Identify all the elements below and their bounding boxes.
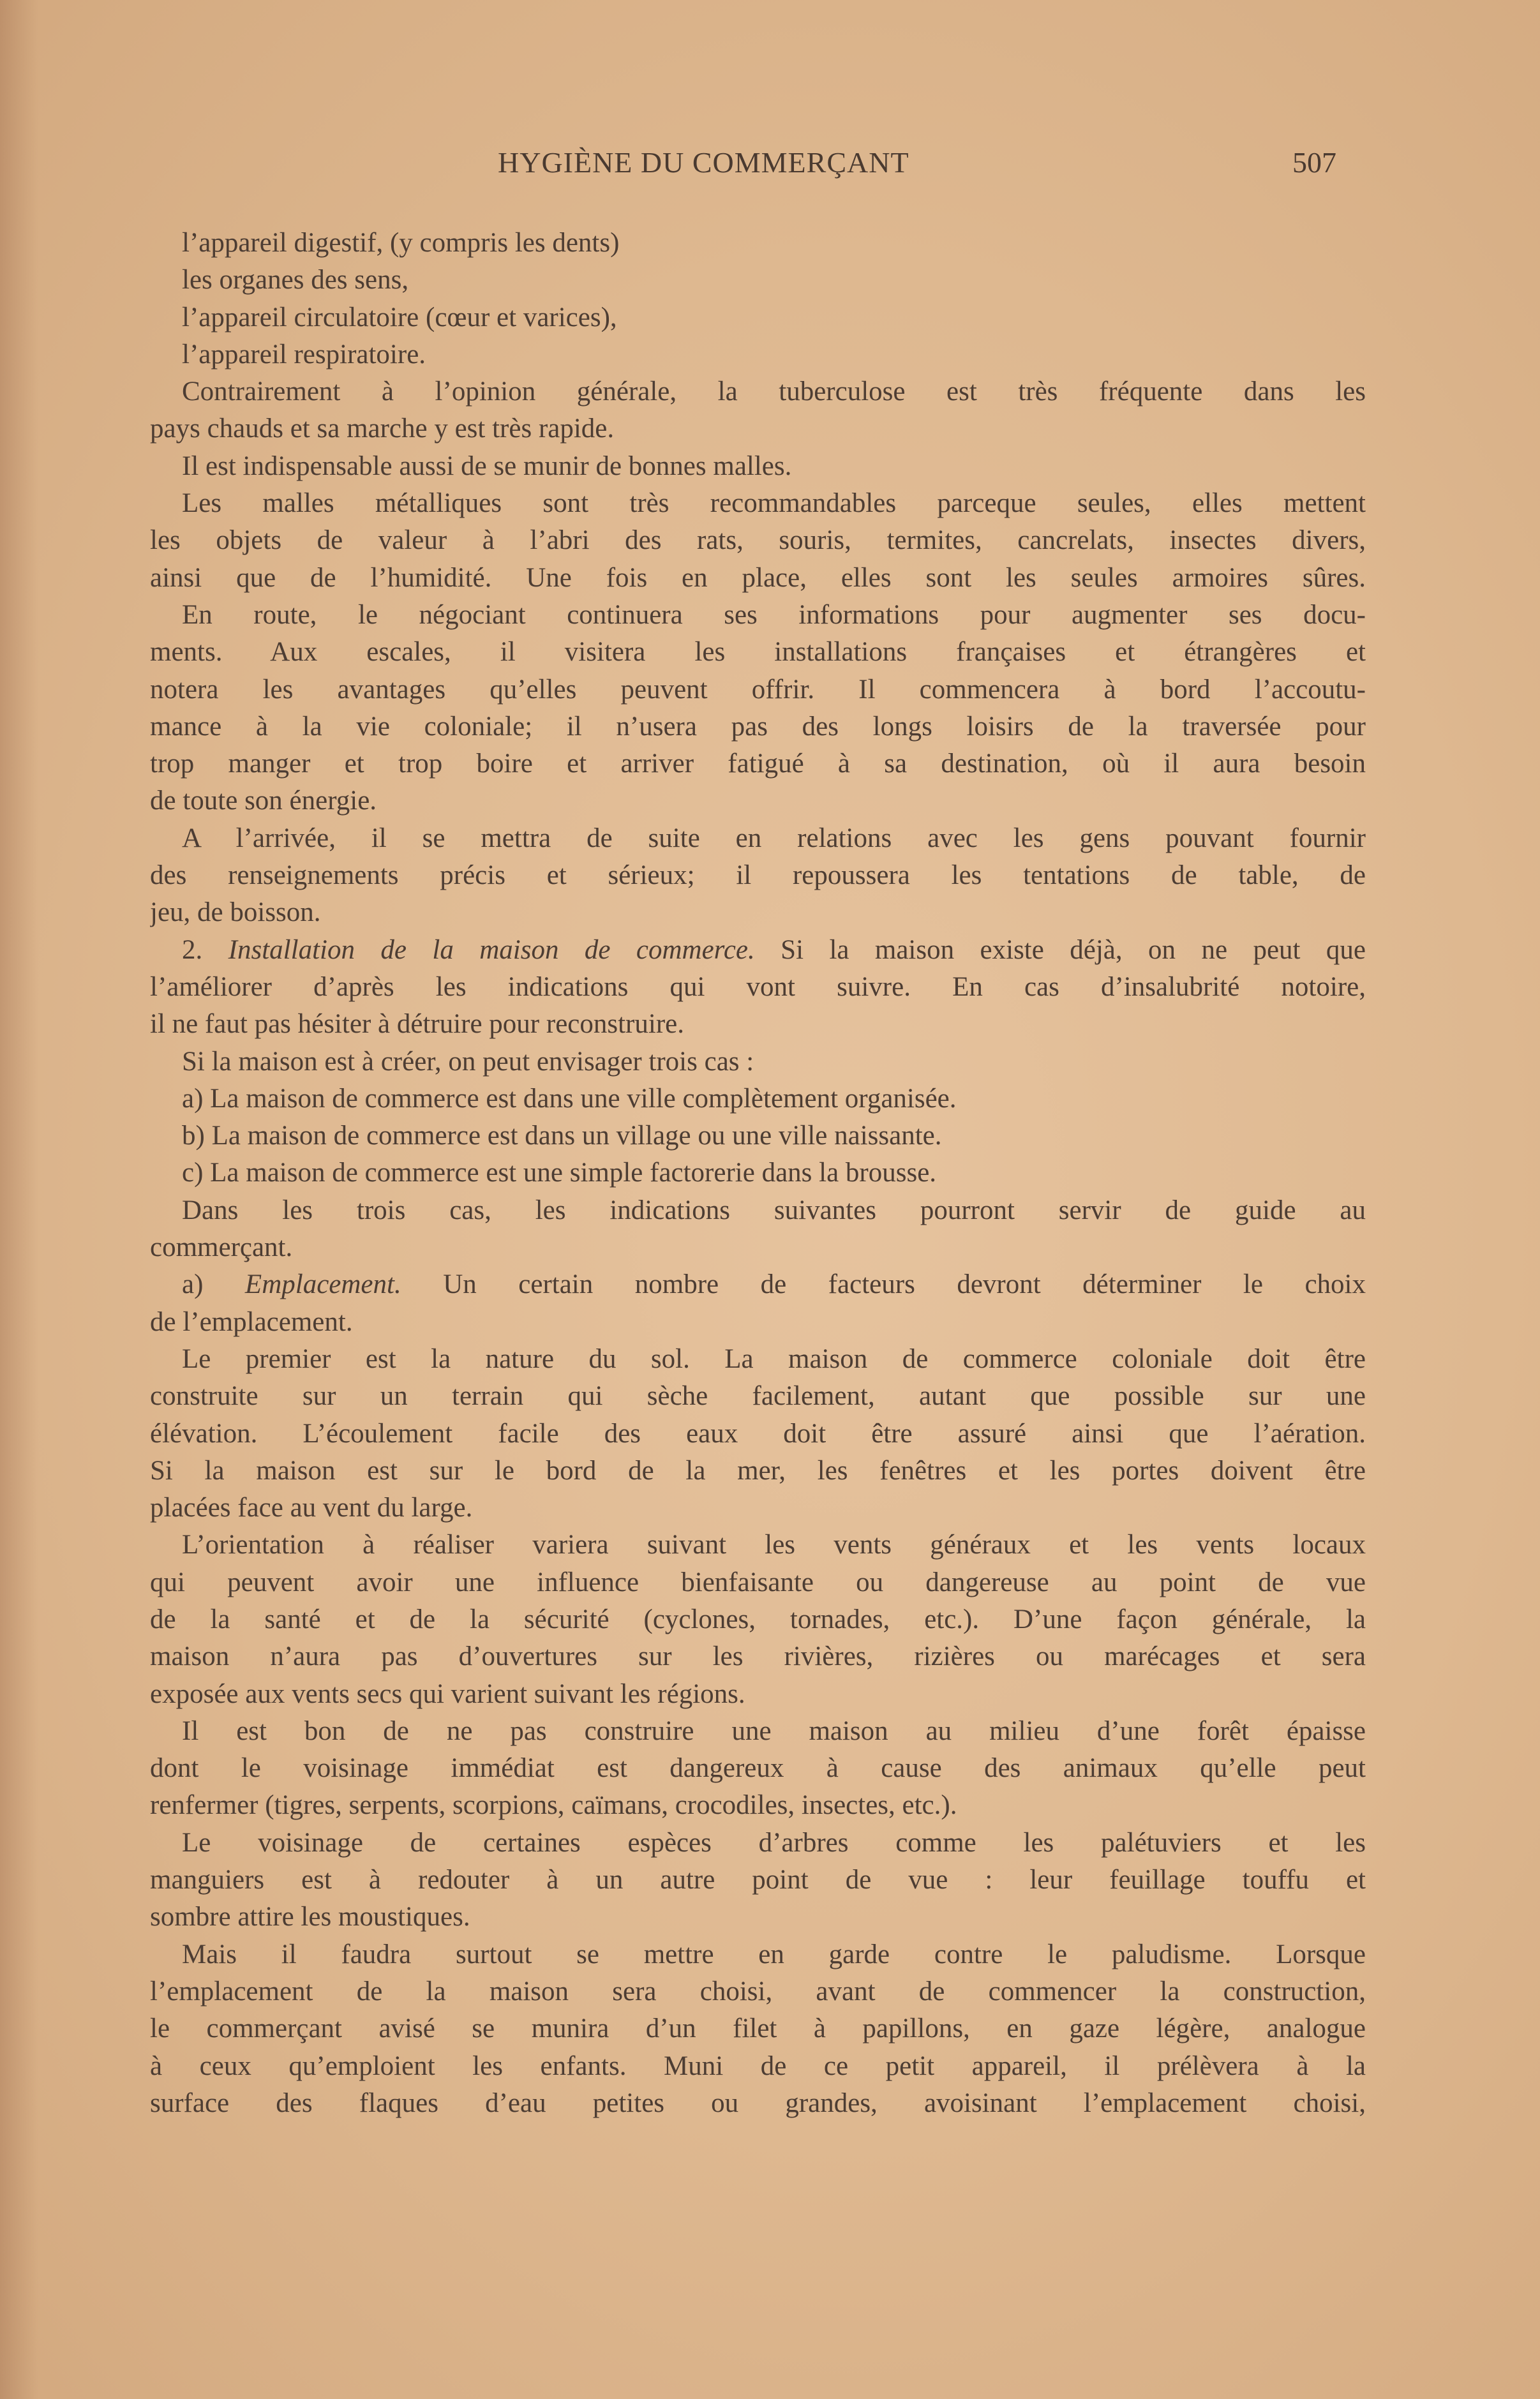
text-line xyxy=(150,1787,1366,1824)
line-text: Si la maison existe déjà, on ne peut que xyxy=(754,934,1366,965)
line-text: notera les avantages qu’elles peuvent offrir. Il commencera à bord l’accoutu- xyxy=(150,674,1366,705)
line-text: manguiers est à redouter à un autre point de vue : leur feuillage touffu et xyxy=(150,1865,1366,1895)
line-text: Le premier est la nature du sol. La maison de commerce coloniale doit être xyxy=(182,1343,1366,1374)
text-line xyxy=(150,1862,1366,1899)
text-line xyxy=(150,1564,1366,1601)
line-text: les organes des sens, xyxy=(182,265,409,295)
text-line xyxy=(150,522,1366,559)
text-line xyxy=(150,1416,1366,1453)
text-line xyxy=(150,894,1366,931)
line-text: trop manger et trop boire et arriver fatigué à sa destination, où il aura besoin xyxy=(150,749,1366,779)
line-text: pays chauds et sa marche y est très rapide. xyxy=(150,414,615,444)
text-line xyxy=(150,745,1366,782)
text-line xyxy=(150,1453,1366,1490)
line-text: il ne faut pas hésiter à détruire pour reconstruire. xyxy=(150,1009,684,1040)
body-text xyxy=(150,225,1366,2122)
line-text: élévation. L’écoulement facile des eaux doit être assuré ainsi que l’aération. xyxy=(150,1418,1366,1449)
text-line xyxy=(150,1229,1366,1266)
text-line xyxy=(150,969,1366,1006)
text-line xyxy=(150,1936,1366,1973)
line-text: l’emplacement de la maison sera choisi, avant de commencer la construction, xyxy=(150,1976,1366,2007)
text-line xyxy=(150,410,1366,447)
section-heading-italic: Emplacement. xyxy=(244,1269,401,1300)
line-text: mance à la vie coloniale; il n’usera pas des longs loisirs de la traversée pour xyxy=(150,711,1366,742)
text-line xyxy=(150,1080,1366,1117)
line-text: qui peuvent avoir une influence bienfaisante ou dangereuse au point de vue xyxy=(150,1567,1366,1597)
line-text: l’appareil circulatoire (cœur et varices), xyxy=(182,302,617,333)
line-text: ments. Aux escales, il visitera les installations françaises et étrangères et xyxy=(150,637,1366,668)
line-text: Le voisinage de certaines espèces d’arbres comme les palétuviers et les xyxy=(182,1827,1366,1858)
page-number: 507 xyxy=(1292,146,1336,179)
line-text: surface des flaques d’eau petites ou grandes, avoisinant l’emplacement choisi, xyxy=(150,2088,1366,2118)
text-line xyxy=(150,932,1366,969)
text-line xyxy=(150,1192,1366,1229)
page-edge-shadow xyxy=(0,0,38,2399)
text-line xyxy=(150,1304,1366,1341)
line-text: de la santé et de la sécurité (cyclones, tornades, etc.). D’une façon générale, la xyxy=(150,1604,1366,1634)
line-text: sombre attire les moustiques. xyxy=(150,1902,470,1932)
text-line xyxy=(150,1378,1366,1415)
line-text: l’appareil digestif, (y compris les dents) xyxy=(182,228,620,258)
text-line xyxy=(150,708,1366,745)
line-text: A l’arrivée, il se mettra de suite en relations avec les gens pouvant fournir xyxy=(182,823,1366,853)
text-line xyxy=(150,857,1366,894)
line-text: L’orientation à réaliser variera suivant les vents généraux et les vents locaux xyxy=(182,1530,1366,1560)
text-line xyxy=(150,597,1366,634)
line-text: jeu, de boisson. xyxy=(150,897,321,928)
text-line xyxy=(150,262,1366,299)
text-line xyxy=(150,560,1366,597)
line-text: placées face au vent du large. xyxy=(150,1493,473,1523)
text-line xyxy=(150,1601,1366,1638)
text-line xyxy=(150,671,1366,708)
line-text: Si la maison est à créer, on peut envisager trois cas : xyxy=(182,1046,754,1077)
text-line xyxy=(150,1341,1366,1378)
text-line xyxy=(150,1676,1366,1713)
line-text: à ceux qu’emploient les enfants. Muni de ce petit appareil, il prélèvera à la xyxy=(150,2051,1366,2081)
line-text: l’appareil respiratoire. xyxy=(182,339,426,370)
text-line xyxy=(150,1117,1366,1155)
text-line xyxy=(150,1750,1366,1787)
line-text: b) La maison de commerce est dans un village ou une ville naissante. xyxy=(182,1121,942,1151)
text-line xyxy=(150,2048,1366,2085)
text-line xyxy=(150,336,1366,373)
line-text: maison n’aura pas d’ouvertures sur les rivières, rizières ou marécages et sera xyxy=(150,1641,1366,1672)
page-header xyxy=(0,146,1540,190)
text-line xyxy=(150,1638,1366,1675)
line-text: Un certain nombre de facteurs devront déterminer le choix xyxy=(401,1269,1366,1300)
text-line xyxy=(150,448,1366,485)
line-prefix: 2. xyxy=(182,934,228,965)
line-text: commerçant. xyxy=(150,1232,293,1263)
text-line xyxy=(150,1713,1366,1750)
text-line xyxy=(150,2010,1366,2047)
line-text: Mais il faudra surtout se mettre en garde contre le paludisme. Lorsque xyxy=(182,1939,1366,1969)
line-text: exposée aux vents secs qui varient suivant les régions. xyxy=(150,1678,745,1709)
text-line xyxy=(150,299,1366,336)
line-text: Les malles métalliques sont très recommandables parceque seules, elles mettent xyxy=(182,488,1366,519)
line-text: de toute son énergie. xyxy=(150,786,377,816)
line-text: les objets de valeur à l’abri des rats, souris, termites, cancrelats, insectes divers, xyxy=(150,525,1366,556)
line-prefix: a) xyxy=(182,1269,245,1300)
line-text: de l’emplacement. xyxy=(150,1306,353,1337)
line-text: Si la maison est sur le bord de la mer, les fenêtres et les portes doivent être xyxy=(150,1455,1366,1486)
line-text: a) La maison de commerce est dans une ville complètement organisée. xyxy=(182,1083,957,1114)
text-line xyxy=(150,2085,1366,2122)
line-text: construite sur un terrain qui sèche facilement, autant que possible sur une xyxy=(150,1381,1366,1412)
section-heading-italic: Installation de la maison de commerce. xyxy=(228,934,755,965)
line-text: En route, le négociant continuera ses informations pour augmenter ses docu- xyxy=(182,599,1366,630)
text-line xyxy=(150,782,1366,819)
text-line xyxy=(150,225,1366,262)
running-title: HYGIÈNE DU COMMERÇANT xyxy=(498,146,909,179)
line-text: Contrairement à l’opinion générale, la tuberculose est très fréquente dans les xyxy=(182,377,1366,407)
text-line xyxy=(150,820,1366,857)
text-line xyxy=(150,1006,1366,1043)
text-line xyxy=(150,1527,1366,1564)
line-text: ainsi que de l’humidité. Une fois en place, elles sont les seules armoires sûres. xyxy=(150,562,1366,593)
text-line xyxy=(150,1490,1366,1527)
line-text: dont le voisinage immédiat est dangereux à cause des animaux qu’elle peut xyxy=(150,1753,1366,1784)
line-text: l’améliorer d’après les indications qui vont suivre. En cas d’insalubrité notoire, xyxy=(150,971,1366,1002)
line-text: Il est bon de ne pas construire une maison au milieu d’une forêt épaisse xyxy=(182,1715,1366,1746)
text-line xyxy=(150,1973,1366,2010)
text-line xyxy=(150,1266,1366,1303)
line-text: des renseignements précis et sérieux; il repoussera les tentations de table, de xyxy=(150,860,1366,891)
line-text: renfermer (tigres, serpents, scorpions, caïmans, crocodiles, insectes, etc.). xyxy=(150,1790,957,1821)
text-line xyxy=(150,1825,1366,1862)
text-line xyxy=(150,1899,1366,1936)
line-text: c) La maison de commerce est une simple factorerie dans la brousse. xyxy=(182,1158,937,1188)
line-text: Il est indispensable aussi de se munir de bonnes malles. xyxy=(182,451,792,481)
text-line xyxy=(150,373,1366,410)
text-line xyxy=(150,1043,1366,1080)
text-line xyxy=(150,634,1366,671)
text-line xyxy=(150,485,1366,522)
line-text: le commerçant avisé se munira d’un filet à papillons, en gaze légère, analogue xyxy=(150,2014,1366,2044)
text-line xyxy=(150,1155,1366,1192)
line-text: Dans les trois cas, les indications suivantes pourront servir de guide au xyxy=(182,1195,1366,1225)
